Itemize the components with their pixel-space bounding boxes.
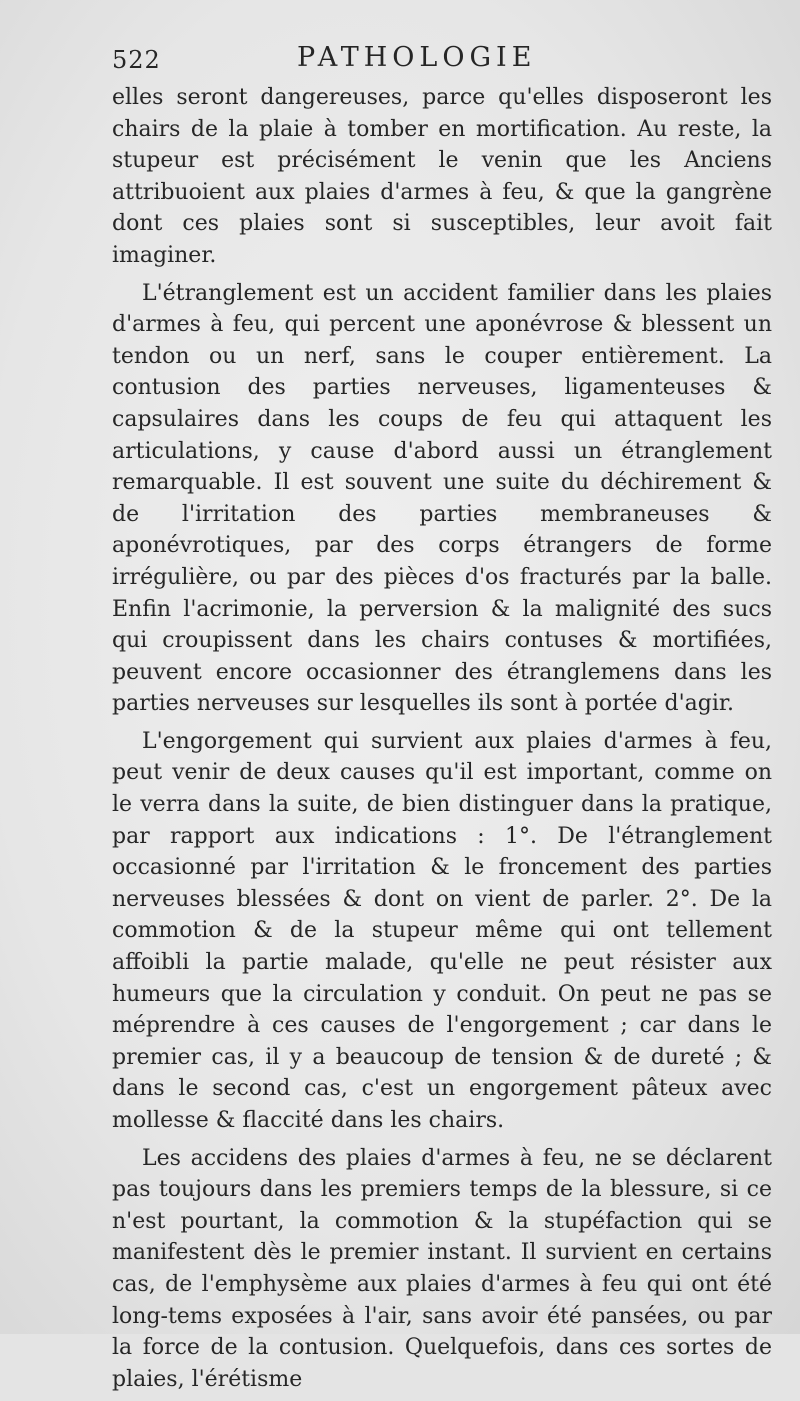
page-header [112, 40, 784, 80]
paragraph: elles seront dangereuses, parce qu'elles disposeront les chairs de la plaie à tomber en mortification. Au reste, la stupeur est précisément le venin que les Anciens attribuoient aux plaies d'armes à feu, & que la gangrène dont ces plaies sont si susceptibles, leur avoit fait imaginer. [112, 85, 772, 268]
paragraph: L'engorgement qui survient aux plaies d'armes à feu, peut venir de deux causes qu'il est important, comme on le verra dans la suite, de bien distinguer dans la pratique, par rapport aux indications : 1°. De l'étranglement occasionné par l'irritation & le froncement des parties nerveuses blessées & dont on vient de parler. 2°. De la commotion & de la stupeur même qui ont tellement affoibli la partie malade, qu'elle ne peut résister aux humeurs que la circulation y conduit. On peut ne pas se méprendre à ces causes de l'engorgement ; car dans le premier cas, il y a beaucoup de tension & de dureté ; & dans le second cas, c'est un engorgement pâteux avec mollesse & flaccité dans les chairs. [112, 728, 772, 1133]
running-title: PATHOLOGIE [297, 42, 537, 73]
paragraph: L'étranglement est un accident familier dans les plaies d'armes à feu, qui percent une aponévrose & blessent un tendon ou un nerf, sans le couper entièrement. La contusion des parties nerveuses, ligamenteuses & capsulaires dans les coups de feu qui attaquent les articulations, y cause d'abord aussi un étranglement remarquable. Il est souvent une suite du déchirement & de l'irritation des parties membraneuses & aponévrotiques, par des corps étrangers de forme irrégulière, ou par des pièces d'os fracturés par la balle. Enfin l'acrimonie, la perversion & la malignité des sucs qui croupissent dans les chairs contuses & mortifiées, peuvent encore occasionner des étranglemens dans les parties nerveuses sur lesquelles ils sont à portée d'agir. [112, 280, 772, 717]
page-number: 522 [112, 46, 161, 74]
body-text [112, 82, 772, 1401]
paragraph: Les accidens des plaies d'armes à feu, ne se déclarent pas toujours dans les premiers temps de la blessure, si ce n'est pourtant, la commotion & la stupéfaction qui se manifestent dès le premier instant. Il survient en certains cas, de l'emphysème aux plaies d'armes à feu qui ont été long-tems exposées à l'air, sans avoir été pansées, ou par la force de la contusion. Quelquefois, dans ces sortes de plaies, l'érétisme [112, 1145, 772, 1392]
